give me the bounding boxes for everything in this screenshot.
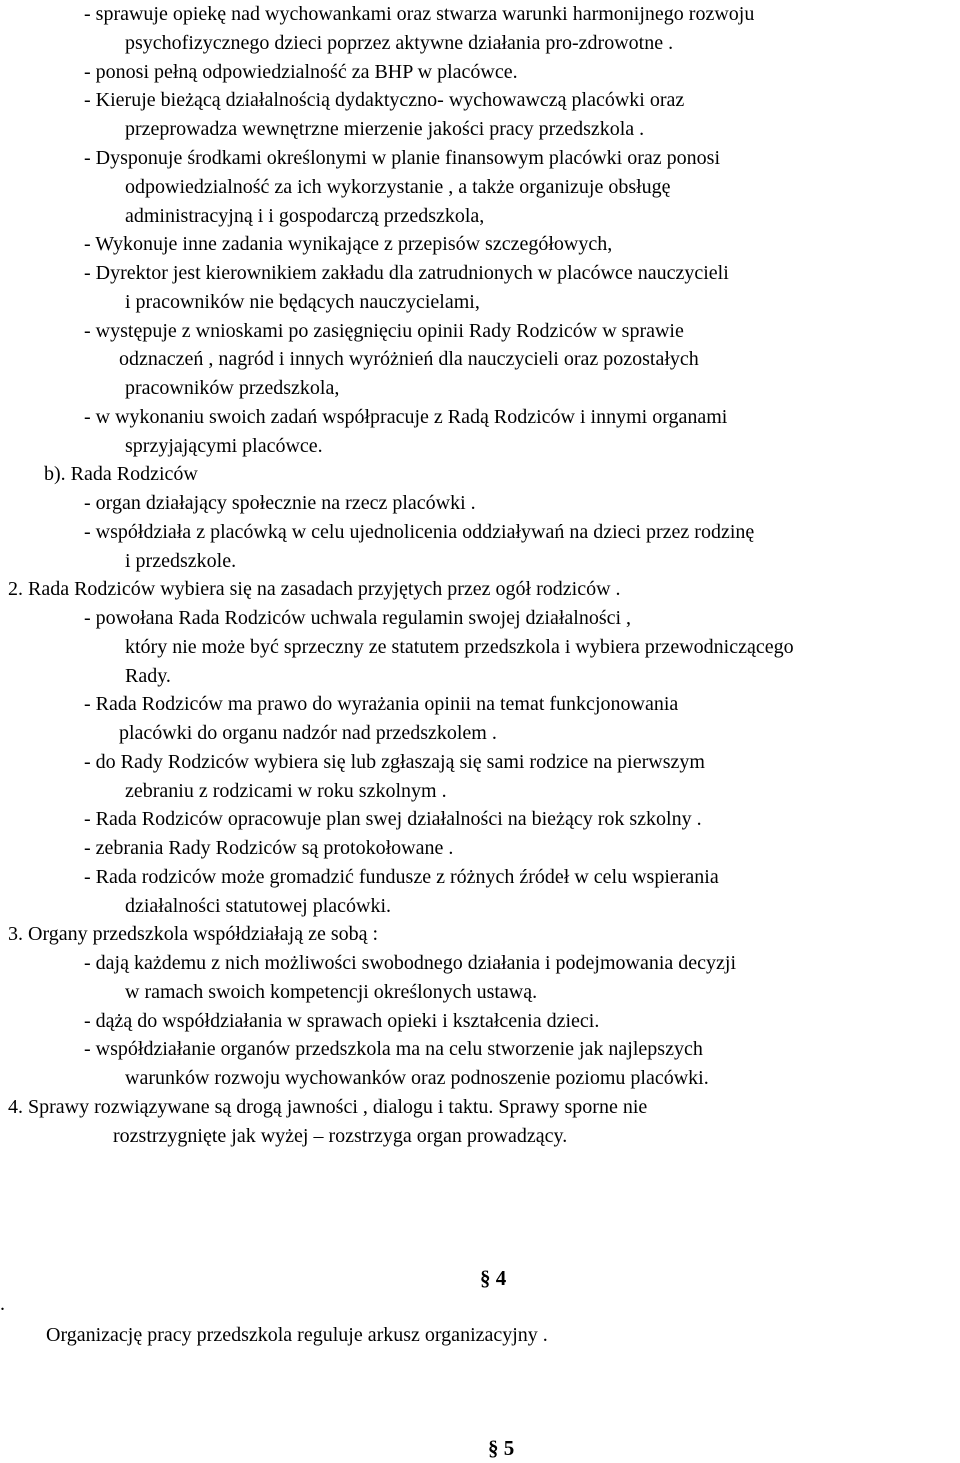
text-line: - ponosi pełną odpowiedzialność za BHP w placówce. [84,61,518,83]
section-heading: § 4 [480,1266,507,1290]
text-line: - zebrania Rady Rodziców są protokołowane . [84,837,454,859]
text-line: który nie może być sprzeczny ze statutem przedszkola i wybiera przewodniczącego [125,636,794,658]
text-line: - organ działający społecznie na rzecz placówki . [84,492,476,514]
text-line: rozstrzygnięte jak wyżej – rozstrzyga organ prowadzący. [113,1125,568,1147]
numbered-item: 2. Rada Rodziców wybiera się na zasadach przyjętych przez ogół rodziców . [8,578,621,600]
text-line: sprzyjającymi placówce. [125,435,323,457]
text-line: Rady. [125,665,171,687]
text-line: przeprowadza wewnętrzne mierzenie jakości pracy przedszkola . [125,118,645,140]
text-line: odznaczeń , nagród i innych wyróżnień dla nauczycieli oraz pozostałych [119,348,699,370]
text-line: - Rada rodziców może gromadzić fundusze z różnych źródeł w celu wspierania [84,866,719,888]
text-line: psychofizycznego dzieci poprzez aktywne działania pro-zdrowotne . [125,32,674,54]
section-label: b). Rada Rodziców [44,463,198,485]
text-line: - współdziała z placówką w celu ujednolicenia oddziaływań na dzieci przez rodzinę [84,521,755,543]
text-line: administracyjną i i gospodarczą przedszkola, [125,205,485,227]
text-line: - Dysponuje środkami określonymi w planie finansowym placówki oraz ponosi [84,147,720,169]
text-line: - występuje z wnioskami po zasięgnięciu opinii Rady Rodziców w sprawie [84,320,684,342]
text-line: - powołana Rada Rodziców uchwala regulamin swojej działalności , [84,607,632,629]
text-line: - Rada Rodziców ma prawo do wyrażania opinii na temat funkcjonowania [84,693,679,715]
stray-dot: . [0,1293,5,1315]
text-line: - sprawuje opiekę nad wychowankami oraz stwarza warunki harmonijnego rozwoju [84,3,755,25]
text-line: w ramach swoich kompetencji określonych ustawą. [125,981,538,1003]
text-line: - współdziałanie organów przedszkola ma na celu stworzenie jak najlepszych [84,1038,703,1060]
text-line: - w wykonaniu swoich zadań współpracuje z Radą Rodziców i innymi organami [84,406,728,428]
text-line: Organizację pracy przedszkola reguluje arkusz organizacyjny . [46,1324,548,1346]
numbered-item: 3. Organy przedszkola współdziałają ze sobą : [8,923,379,945]
numbered-item: 4. Sprawy rozwiązywane są drogą jawności , dialogu i taktu. Sprawy sporne nie [8,1096,648,1118]
text-line: pracowników przedszkola, [125,377,340,399]
section-heading: § 5 [488,1436,515,1460]
text-line: odpowiedzialność za ich wykorzystanie , a także organizuje obsługę [125,176,671,198]
text-line: - Wykonuje inne zadania wynikające z przepisów szczegółowych, [84,233,613,255]
text-line: warunków rozwoju wychowanków oraz podnoszenie poziomu placówki. [125,1067,709,1089]
text-line: działalności statutowej placówki. [125,895,392,917]
text-line: - dążą do współdziałania w sprawach opieki i kształcenia dzieci. [84,1010,600,1032]
text-line: - Dyrektor jest kierownikiem zakładu dla zatrudnionych w placówce nauczycieli [84,262,729,284]
text-line: zebraniu z rodzicami w roku szkolnym . [125,780,447,802]
text-line: i pracowników nie będących nauczycielami, [125,291,480,313]
text-line: i przedszkole. [125,550,237,572]
text-line: - do Rady Rodziców wybiera się lub zgłaszają się sami rodzice na pierwszym [84,751,705,773]
text-line: - dają każdemu z nich możliwości swobodnego działania i podejmowania decyzji [84,952,737,974]
text-line: placówki do organu nadzór nad przedszkolem . [119,722,497,744]
text-line: - Rada Rodziców opracowuje plan swej działalności na bieżący rok szkolny . [84,808,702,830]
text-line: - Kieruje bieżącą działalnością dydaktyczno- wychowawczą placówki oraz [84,89,685,111]
